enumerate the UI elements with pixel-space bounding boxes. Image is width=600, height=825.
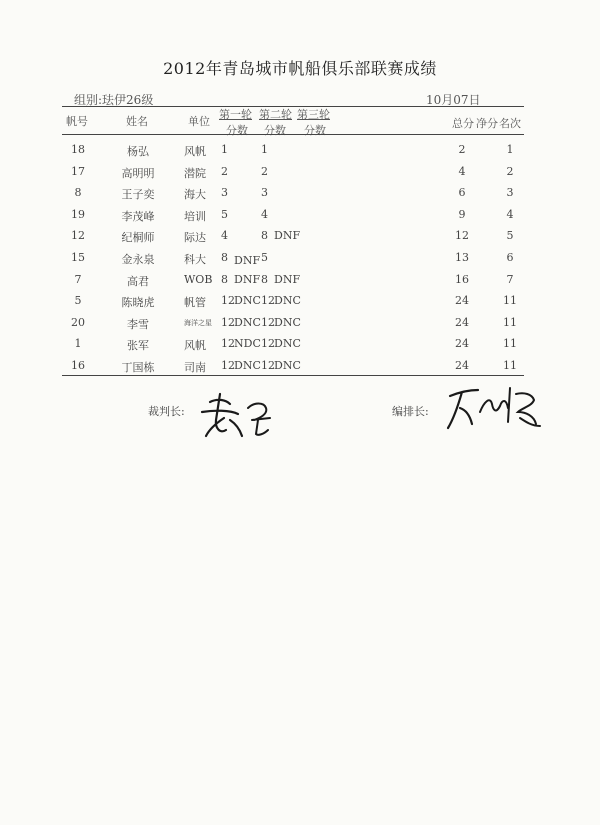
- round2-score-cell: 3: [261, 186, 268, 199]
- round2-code-cell: DNC: [274, 294, 301, 307]
- sail-number-cell: 15: [71, 251, 85, 264]
- unit-cell: 潜院: [184, 167, 206, 180]
- round2-code-cell: DNC: [274, 359, 301, 372]
- unit-cell: 风帆: [184, 145, 206, 158]
- round2-score-cell: 12: [261, 359, 275, 372]
- name-cell: 王子奕: [121, 188, 155, 201]
- round2-score-cell: 4: [261, 208, 268, 221]
- sail-number-cell: 7: [74, 273, 82, 286]
- header-total: 总分: [452, 117, 474, 130]
- rank-cell: 5: [506, 229, 514, 242]
- top-rule: [62, 106, 524, 107]
- name-cell: 丁国栋: [121, 361, 155, 374]
- round2-code-cell: DNC: [274, 337, 301, 350]
- sail-number-cell: 5: [74, 294, 82, 307]
- round2-score-cell: 5: [261, 251, 268, 264]
- round2-code-cell: DNF: [274, 273, 301, 286]
- name-cell: 杨弘: [127, 145, 149, 158]
- referee-signature: [196, 390, 286, 440]
- name-cell: 高君: [127, 275, 149, 288]
- round1-score-cell: 4: [221, 229, 228, 242]
- header-sail-no: 帆号: [66, 115, 88, 128]
- header-score1: 分数: [226, 124, 248, 137]
- sail-number-cell: 16: [71, 359, 85, 372]
- total-cell: 9: [458, 208, 466, 221]
- round1-score-cell: 5: [221, 208, 228, 221]
- round2-score-cell: 1: [261, 143, 268, 156]
- unit-cell: WOB: [184, 273, 213, 286]
- round2-score-cell: 2: [261, 165, 268, 178]
- group-label: 组别:珐伊26级: [74, 93, 154, 107]
- sail-number-cell: 19: [71, 208, 85, 221]
- header-rule: [62, 134, 524, 135]
- header-round3: 第三轮: [297, 108, 330, 121]
- round2-score-cell: 12: [261, 294, 275, 307]
- unit-cell: 培训: [184, 210, 206, 223]
- name-cell: 金永泉: [121, 253, 155, 266]
- rank-cell: 1: [506, 143, 514, 156]
- header-net: 净分: [476, 117, 498, 130]
- sail-number-cell: 18: [71, 143, 85, 156]
- round1-score-cell: 12: [221, 359, 235, 372]
- round1-code-cell: DNC: [234, 359, 261, 372]
- header-round1: 第一轮: [219, 108, 252, 121]
- unit-cell: 海大: [184, 188, 206, 201]
- round1-score-cell: 12: [221, 294, 235, 307]
- round2-score-cell: 12: [261, 316, 275, 329]
- total-cell: 6: [458, 186, 466, 199]
- unit-cell: 海洋之星: [184, 319, 212, 327]
- round1-score-cell: 12: [221, 337, 235, 350]
- round1-code-cell: NDC: [234, 337, 261, 350]
- unit-cell: 风帆: [184, 339, 206, 352]
- rank-cell: 7: [506, 273, 514, 286]
- unit-cell: 科大: [184, 253, 206, 266]
- name-cell: 纪桐师: [121, 231, 155, 244]
- name-cell: 李茂峰: [121, 210, 155, 223]
- bottom-rule: [62, 375, 524, 376]
- sail-number-cell: 17: [71, 165, 85, 178]
- sail-number-cell: 12: [71, 229, 85, 242]
- total-cell: 24: [455, 316, 469, 329]
- sail-number-cell: 20: [71, 316, 85, 329]
- header-score2: 分数: [264, 124, 286, 137]
- header-name: 姓名: [126, 115, 148, 128]
- total-cell: 13: [455, 251, 469, 264]
- page-title: 2012年青岛城市帆船俱乐部联赛成绩: [163, 59, 437, 78]
- sail-number-cell: 8: [74, 186, 82, 199]
- name-cell: 李雪: [127, 318, 149, 331]
- round1-code-cell: DNC: [234, 294, 261, 307]
- header-rank: 名次: [499, 117, 521, 130]
- round1-score-cell: 8: [221, 273, 228, 286]
- round1-code-cell: DNC: [234, 316, 261, 329]
- sail-number-cell: 1: [74, 337, 82, 350]
- rank-cell: 3: [506, 186, 514, 199]
- name-cell: 张军: [127, 339, 149, 352]
- rank-cell: 2: [506, 165, 514, 178]
- round2-code-cell: DNC: [274, 316, 301, 329]
- name-cell: 高明明: [121, 167, 155, 180]
- total-cell: 24: [455, 294, 469, 307]
- rank-cell: 11: [503, 316, 517, 329]
- round1-score-cell: 1: [221, 143, 228, 156]
- round2-code-cell: DNF: [274, 229, 301, 242]
- total-cell: 24: [455, 359, 469, 372]
- round1-score-cell: 2: [221, 165, 228, 178]
- round1-score-cell: 3: [221, 186, 228, 199]
- date-label: 10月07日: [426, 93, 481, 107]
- scorer-label: 编排长:: [392, 405, 429, 418]
- name-cell: 陈晓虎: [121, 296, 155, 309]
- rank-cell: 11: [503, 337, 517, 350]
- unit-cell: 际达: [184, 231, 206, 244]
- header-unit: 单位: [188, 115, 210, 128]
- header-score3: 分数: [304, 124, 326, 137]
- unit-cell: 帆管: [184, 296, 206, 309]
- round1-code-cell: DNF: [234, 254, 261, 267]
- total-cell: 4: [458, 165, 466, 178]
- round1-score-cell: 12: [221, 316, 235, 329]
- total-cell: 2: [458, 143, 466, 156]
- round2-score-cell: 8: [261, 229, 268, 242]
- rank-cell: 11: [503, 294, 517, 307]
- scorer-signature: [436, 378, 546, 434]
- round1-code-cell: DNF: [234, 273, 261, 286]
- total-cell: 12: [455, 229, 469, 242]
- round2-score-cell: 12: [261, 337, 275, 350]
- total-cell: 16: [455, 273, 469, 286]
- rank-cell: 6: [506, 251, 514, 264]
- rank-cell: 11: [503, 359, 517, 372]
- header-round2: 第二轮: [259, 108, 292, 121]
- round1-score-cell: 8: [221, 251, 228, 264]
- unit-cell: 司南: [184, 361, 206, 374]
- round2-score-cell: 8: [261, 273, 268, 286]
- referee-label: 裁判长:: [148, 405, 185, 418]
- rank-cell: 4: [506, 208, 514, 221]
- total-cell: 24: [455, 337, 469, 350]
